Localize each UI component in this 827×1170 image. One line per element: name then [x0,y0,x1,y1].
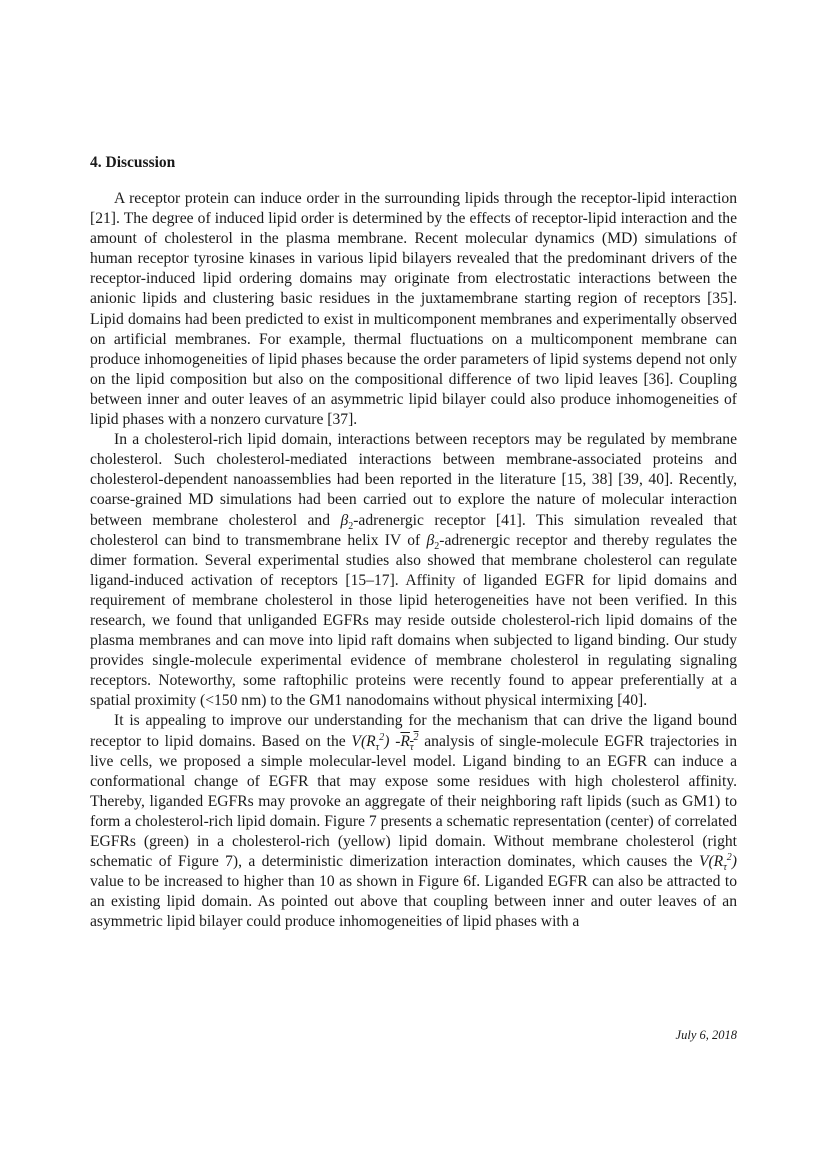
formula-close: ) [731,853,737,871]
formula-subscript: τ [375,741,380,753]
paragraph-2-text-a: In a cholesterol-rich lipid domain, interactions between receptors may be regulated by membrane cholesterol. Such cholesterol-mediated interactions between membrane-associated proteins and cholesterol-dependent nanoassemblies had been reported in the literature [15, 38] [39, 40]. Recently, coarse-grained MD simulations had been carried out to explore the nature of molecular interaction between membrane cholesterol and [90,431,737,529]
beta-subscript: 2 [434,540,440,552]
formula-subscript: τ [723,862,727,874]
formula-text: R [400,732,410,750]
formula-superscript: 2 [726,851,732,863]
footer-date: July 6, 2018 [675,1028,737,1042]
paragraph-2-text-c: -adrenergic receptor and thereby regulates the dimer formation. Several experimental studies also showed that membrane cholesterol can regulate ligand-induced activation of receptors [15–17]. Affinity of liganded EGFR for lipid domains and requirement of membrane cholesterol in those lipid heterogeneities have not been verified. In this research, we found that unliganded EGFRs may reside outside cholesterol-rich lipid domains of the plasma membranes and can move into lipid raft domains when subjected to ligand binding. Our study provides single-molecule experimental evidence of membrane cholesterol in regulating signaling receptors. Noteworthy, some raftophilic proteins were recently found to appear preferentially at a spatial proximity (<150 nm) to the GM1 nanodomains without physical intermixing [40]. [90,531,737,710]
variance-formula [351,731,390,753]
formula-superscript: 2 [413,731,419,743]
paragraph-1: A receptor protein can induce order in the surrounding lipids through the receptor-lipid interaction [21]. The degree of induced lipid order is determined by the effects of receptor-lipid interaction and the amount of cholesterol in the plasma membrane. Recent molecular dynamics (MD) simulations of human receptor tyrosine kinases in various lipid bilayers revealed that the predominant drivers of the receptor-induced lipid ordering domains may originate from electrostatic interactions between the anionic lipids and clustering basic residues in the juxtamembrane starting region of receptors [35]. Lipid domains had been predicted to exist in multicomponent membranes and experimentally observed on artificial membranes. For example, thermal fluctuations on a multicomponent membrane can produce inhomogeneities of lipid phases because the order parameters of lipid systems depend not only on the lipid composition but also on the compositional difference of two lipid leaves [36]. Coupling between inner and outer leaves of an asymmetric lipid bilayer could also produce inhomogeneities of lipid phases with a nonzero curvature [37]. [90,190,737,429]
beta-symbol: β [340,511,349,529]
paragraph-3-text-a: It is appealing to improve our understanding for the mechanism that can drive the ligand bound receptor to lipid domains. Based on the [90,712,737,750]
section-heading: 4. Discussion [90,154,176,171]
paragraph-3 [90,711,737,932]
paragraph-3-text-c: analysis of single-molecule EGFR trajectories in live cells, we proposed a simple molecular-level model. Ligand binding to an EGFR can induce a conformational change of EGFR that may expose some residues with high cholesterol affinity. Thereby, liganded EGFRs may provoke an aggregate of their neighboring raft lipids (such as GM1) to form a cholesterol-rich lipid domain. Figure 7 presents a schematic representation (center) of correlated EGFRs (green) in a cholesterol-rich (yellow) lipid domain. Without membrane cholesterol (right schematic of Figure 7), a deterministic dimerization interaction dominates, which causes the [90,732,737,871]
formula-text: V(R [351,732,376,750]
formula-text: V(R [698,853,724,871]
paragraph-3-text-d: value to be increased to higher than 10 as shown in Figure 6f. Liganded EGFR can also be attracted to an existing lipid domain. As pointed out above that coupling between inner and outer leaves of an asymmetric lipid bilayer could produce inhomogeneities of lipid phases with a [90,873,737,931]
beta-subscript: 2 [348,520,354,532]
beta-symbol: β [426,531,435,549]
formula-close: ) [384,732,390,750]
formula-subscript: τ [409,741,414,753]
mean-formula [400,731,419,753]
variance-formula [698,851,737,874]
body-text [90,189,737,932]
paragraph-3-text-b: - [389,732,401,750]
formula-superscript: 2 [379,731,385,743]
paragraph-2-text-b: -adrenergic receptor [41]. This simulation revealed that cholesterol can bind to transmembrane helix IV of [90,511,737,549]
paragraph-2 [90,430,737,711]
